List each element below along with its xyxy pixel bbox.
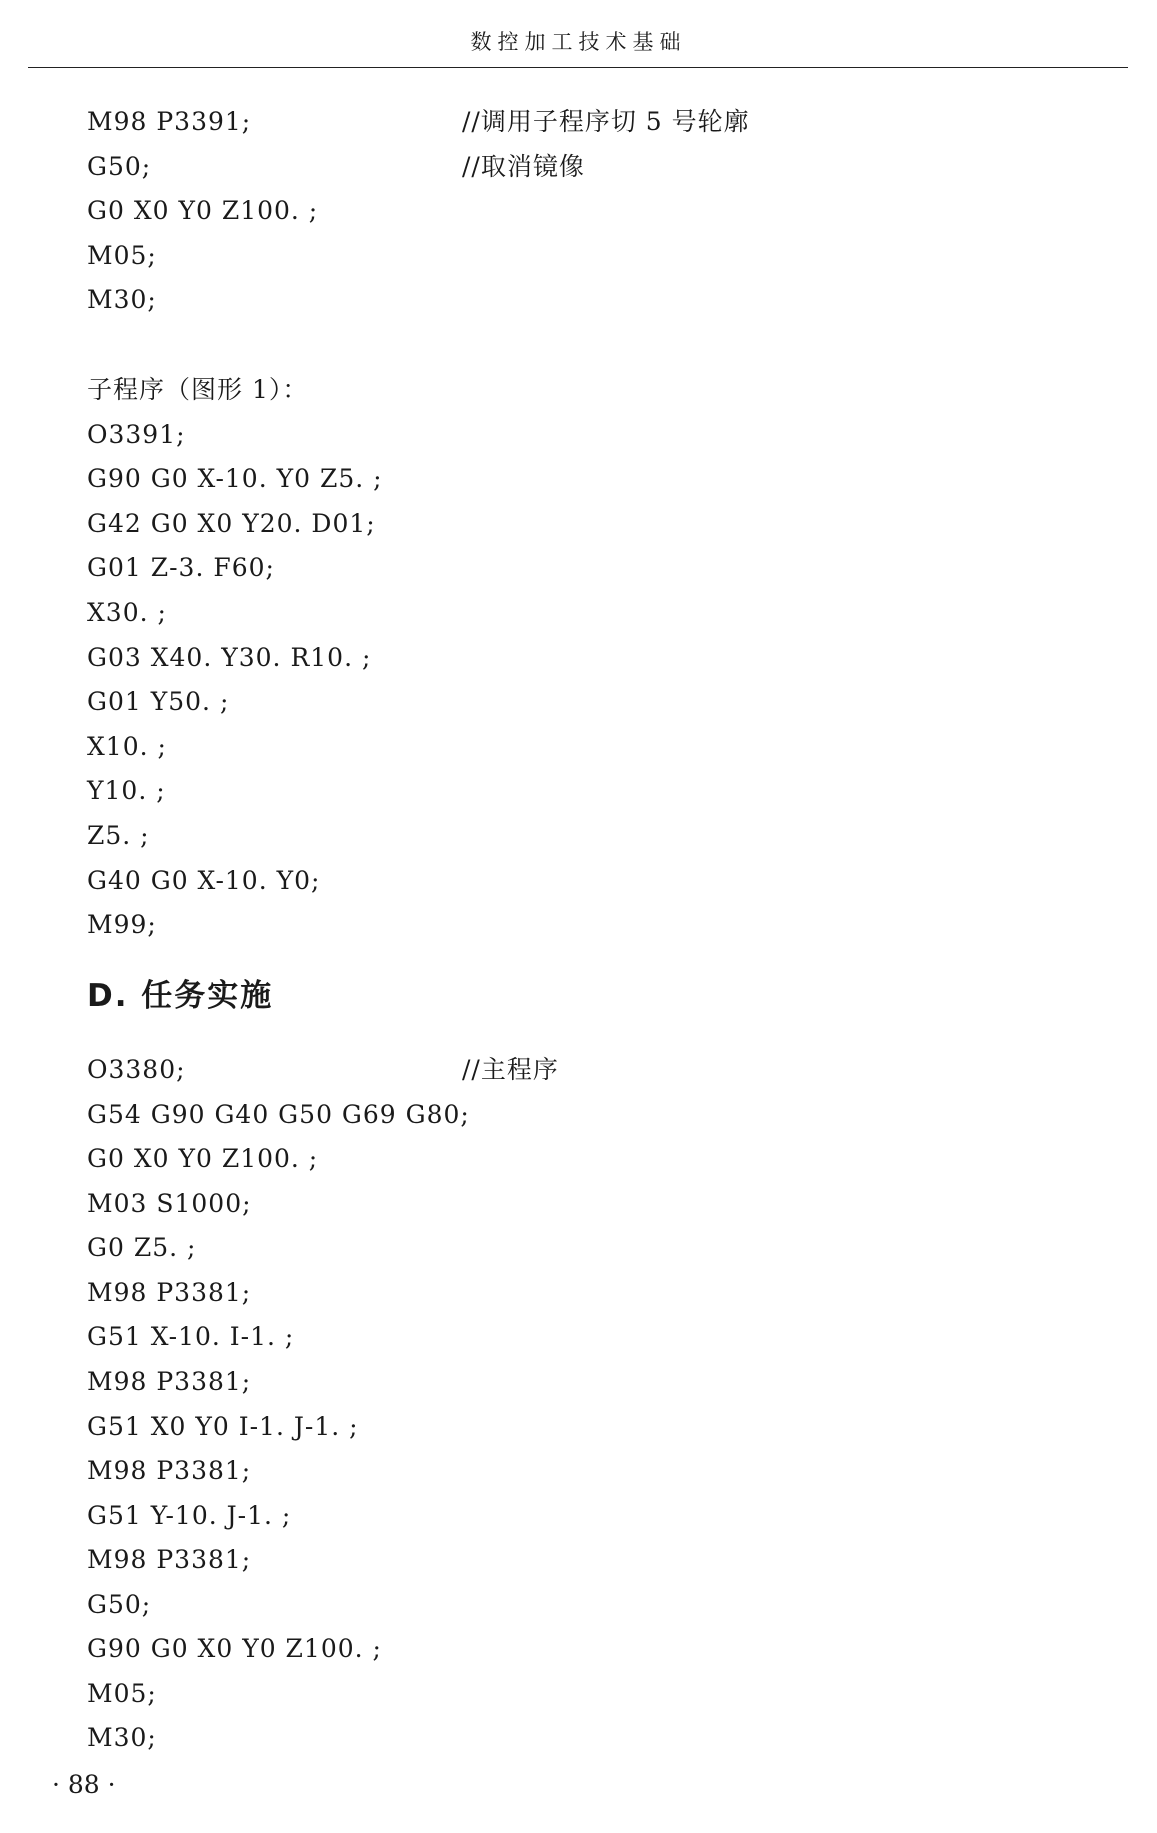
code-comment: //取消镜像 (462, 152, 585, 181)
code-line: O3380; (87, 1055, 186, 1084)
code-line: M98 P3381; (87, 1545, 252, 1574)
code-line: Y10. ; (87, 776, 166, 805)
header-divider (28, 67, 1128, 68)
code-line: G0 X0 Y0 Z100. ; (87, 1144, 319, 1173)
code-line: Z5. ; (87, 821, 150, 850)
code-line: G50; (87, 152, 152, 181)
code-line: G51 X-10. I-1. ; (87, 1322, 295, 1351)
code-line: G42 G0 X0 Y20. D01; (87, 509, 376, 538)
code-line: M30; (87, 1723, 157, 1752)
code-line: G90 G0 X0 Y0 Z100. ; (87, 1634, 382, 1663)
code-line: M98 P3381; (87, 1278, 252, 1307)
code-comment: //调用子程序切 5 号轮廓 (462, 107, 750, 136)
code-line: G0 Z5. ; (87, 1233, 197, 1262)
code-line: G01 Z-3. F60; (87, 553, 275, 582)
code-comment: //主程序 (462, 1055, 559, 1084)
code-line: M98 P3391; (87, 107, 252, 136)
code-line: G90 G0 X-10. Y0 Z5. ; (87, 464, 383, 493)
code-line: X30. ; (87, 598, 167, 627)
section-heading: D. 任务实施 (87, 978, 274, 1014)
subprogram-title: 子程序（图形 1）： (87, 375, 309, 404)
code-line: G50; (87, 1590, 152, 1619)
code-line: M98 P3381; (87, 1456, 252, 1485)
code-line: M03 S1000; (87, 1189, 252, 1218)
code-line: M30; (87, 285, 157, 314)
code-line: G01 Y50. ; (87, 687, 230, 716)
code-line: G54 G90 G40 G50 G69 G80; (87, 1100, 470, 1129)
code-line: M05; (87, 1679, 157, 1708)
code-line: G51 Y-10. J-1. ; (87, 1501, 292, 1530)
page-number: · 88 · (52, 1770, 116, 1799)
running-header: 数控加工技术基础 (470, 30, 687, 54)
code-line: X10. ; (87, 732, 167, 761)
code-line: M05; (87, 241, 157, 270)
code-line: M99; (87, 910, 157, 939)
code-line: G40 G0 X-10. Y0; (87, 866, 321, 895)
code-line: G0 X0 Y0 Z100. ; (87, 196, 319, 225)
code-line: G03 X40. Y30. R10. ; (87, 643, 372, 672)
code-line: G51 X0 Y0 I-1. J-1. ; (87, 1412, 359, 1441)
code-line: M98 P3381; (87, 1367, 252, 1396)
code-line: O3391; (87, 420, 186, 449)
